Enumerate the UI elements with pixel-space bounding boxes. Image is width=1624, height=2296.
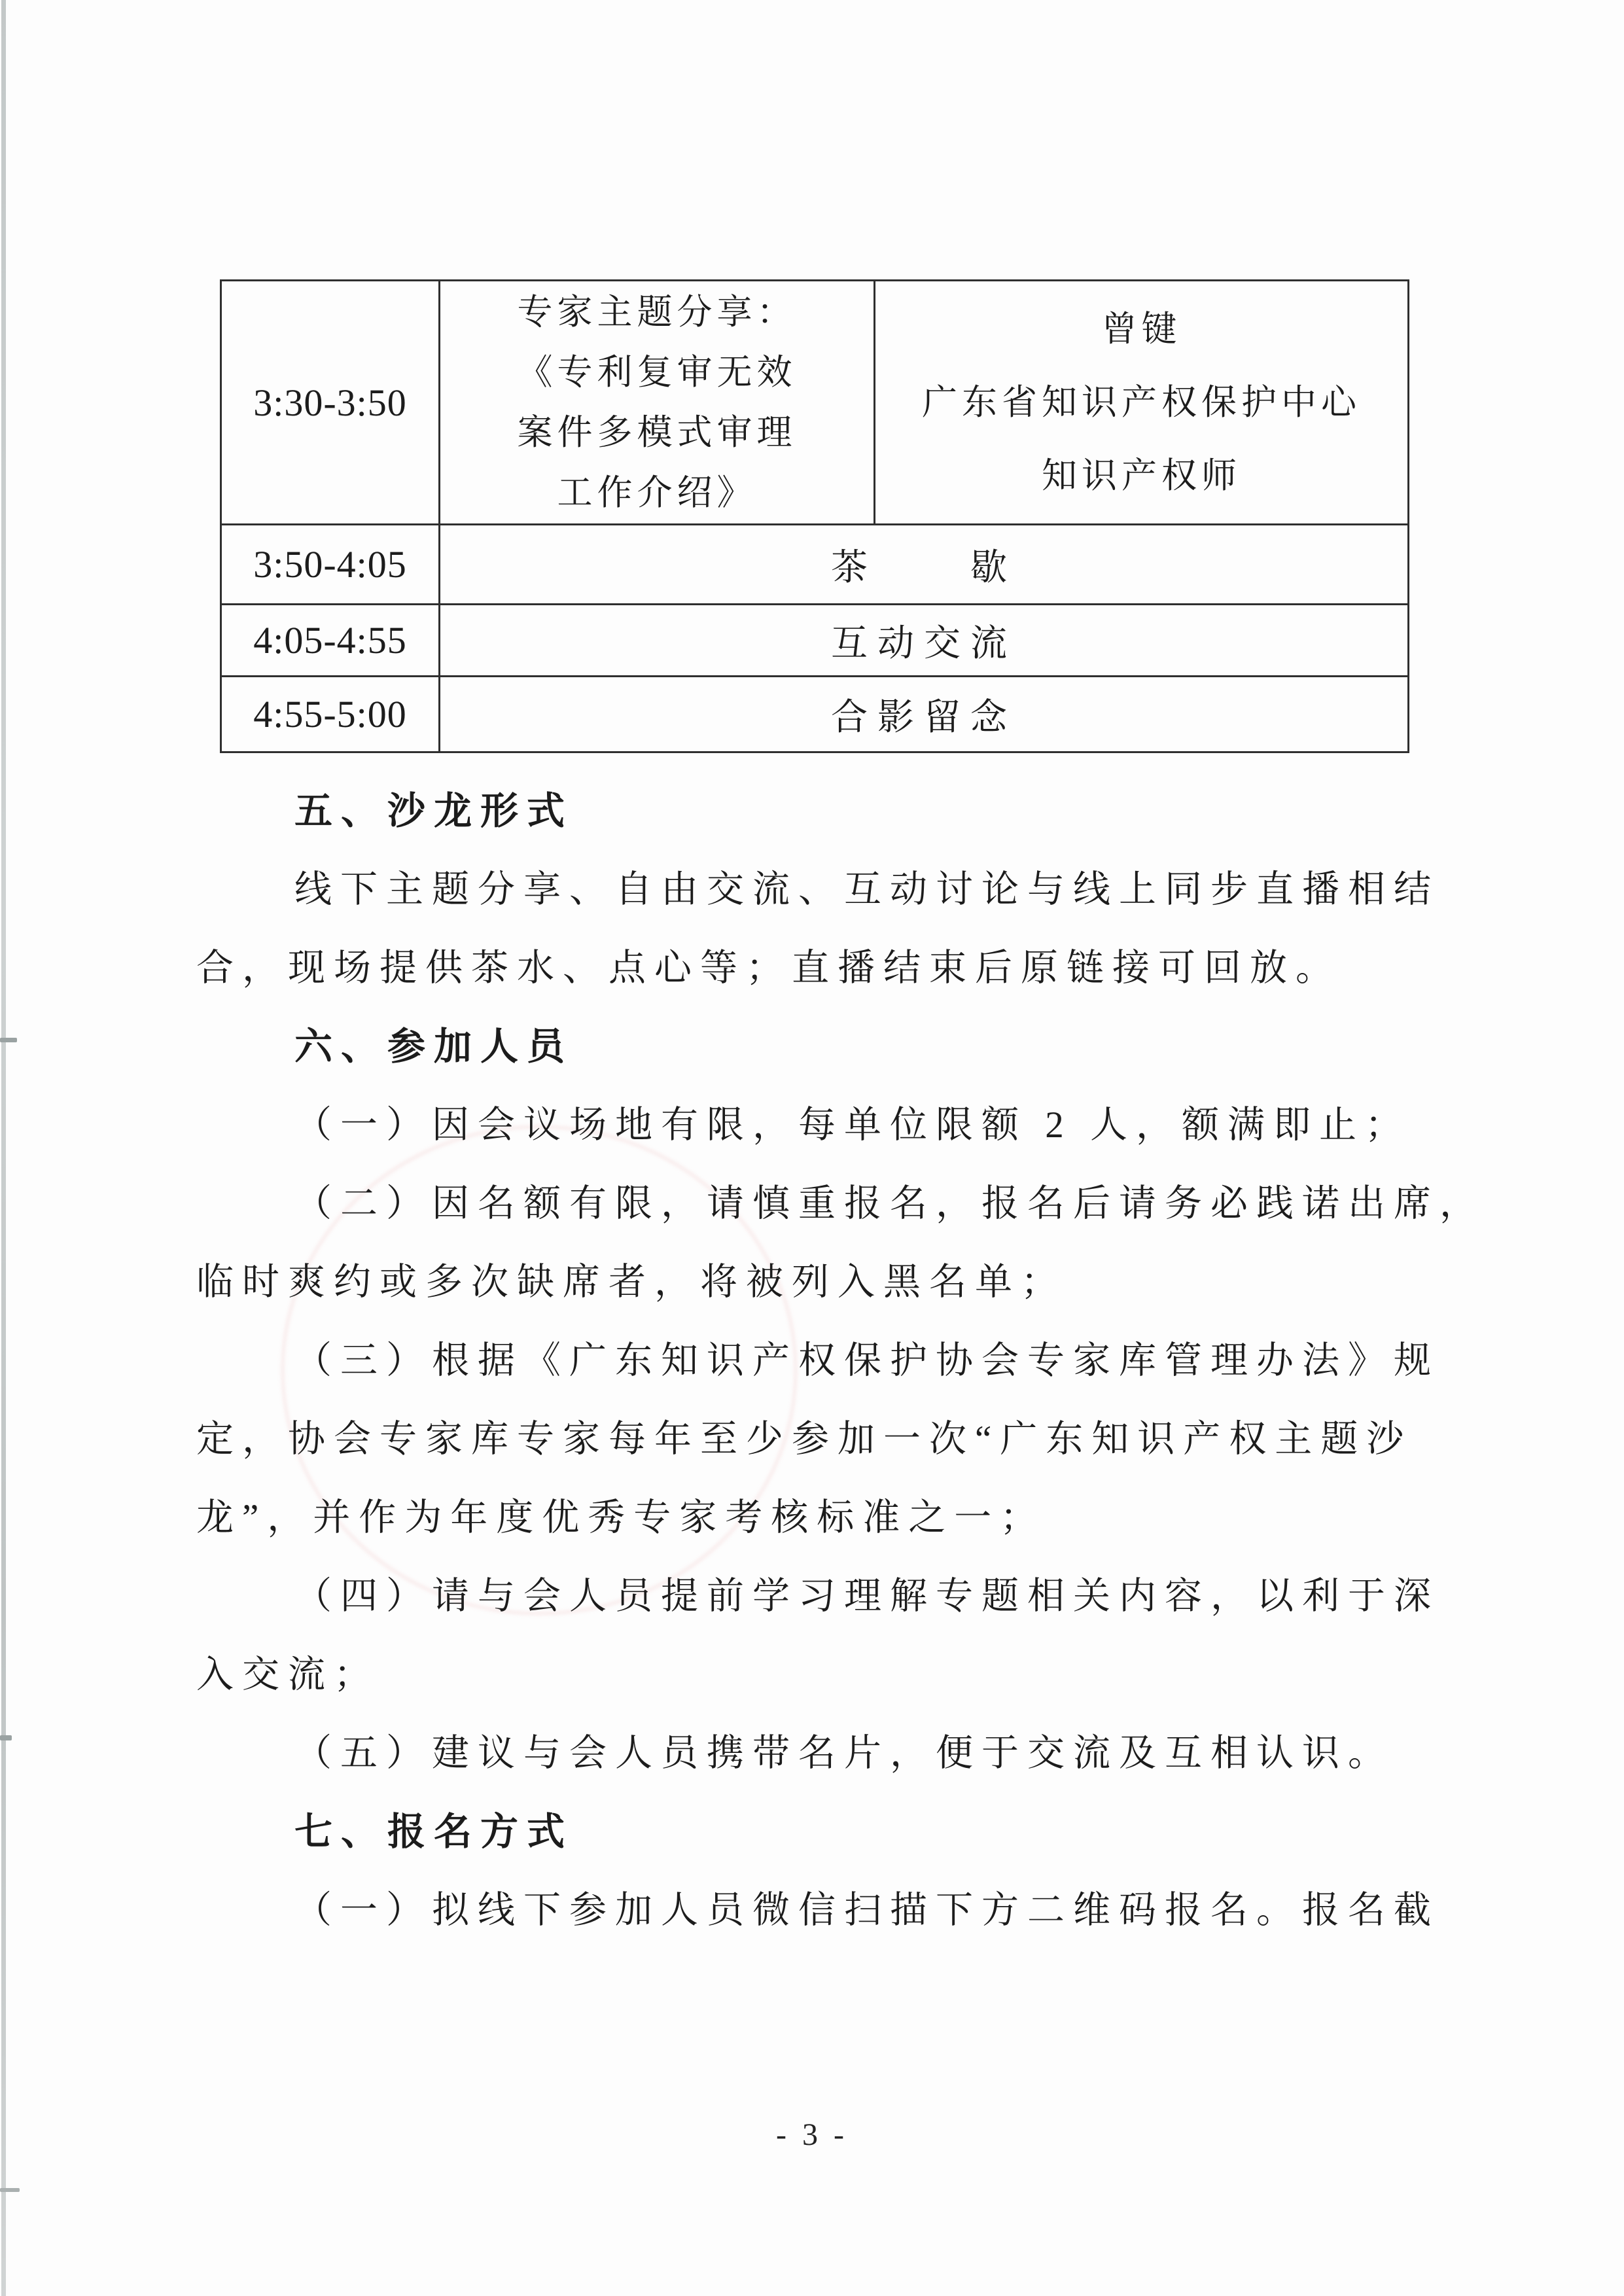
section-heading-participants: 六、参加人员 [294,1025,574,1068]
body-line: 线下主题分享、自由交流、互动讨论与线上同步直播相结 [294,869,1439,910]
scan-mark-artifact [0,2188,20,2192]
table-cell-speaker [875,281,1407,525]
document-body [196,772,1485,1950]
table-cell-time: 3:30-3:50 [222,281,440,525]
topic-line: 工作介绍》 [557,473,757,512]
table-cell-time: 4:55-5:00 [222,677,440,751]
body-line: （二）因名额有限，请慎重报名，报名后请务必践诺出席， [294,1183,1485,1224]
schedule-table [220,279,1409,753]
table-cell-activity: 互动交流 [440,605,1407,677]
body-line: （一）因会议场地有限，每单位限额 2 人，额满即止； [294,1104,1411,1146]
body-line: （四）请与会人员提前学习理解专题相关内容，以利于深 [294,1576,1439,1617]
section-heading-salon-format: 五、沙龙形式 [294,790,574,832]
body-line: 入交流； [196,1654,380,1695]
table-cell-time: 3:50-4:05 [222,525,440,605]
scanner-edge-artifact [1,0,6,2296]
body-line: 合，现场提供茶水、点心等；直播结束后原链接可回放。 [196,947,1341,989]
section-heading-registration: 七、报名方式 [294,1810,574,1853]
body-line: 龙”，并作为年度优秀专家考核标准之一； [196,1497,1046,1538]
topic-line: 案件多模式审理 [517,413,797,452]
topic-line: 专家主题分享： [517,292,797,332]
body-line: （一）拟线下参加人员微信扫描下方二维码报名。报名截 [294,1890,1439,1931]
body-line: 临时爽约或多次缺席者，将被列入黑名单； [196,1262,1067,1303]
topic-line: 《专利复审无效 [517,353,797,392]
table-cell-activity: 茶 歇 [440,525,1407,605]
table-cell-topic [440,281,875,525]
speaker-org: 广东省知识产权保护中心 [922,383,1361,422]
table-cell-time: 4:05-4:55 [222,605,440,677]
speaker-name: 曾键 [1101,309,1182,349]
body-line: （五）建议与会人员携带名片，便于交流及互相认识。 [294,1733,1394,1774]
scan-mark-artifact [0,1038,17,1042]
body-line: （三）根据《广东知识产权保护协会专家库管理办法》规 [294,1340,1439,1381]
page-number: - 3 - [776,2117,848,2152]
speaker-title: 知识产权师 [1042,456,1241,495]
body-line: 定，协会专家库专家每年至少参加一次“广东知识产权主题沙 [196,1419,1413,1460]
scan-mark-artifact [0,1735,12,1740]
table-cell-activity: 合影留念 [831,697,1017,738]
